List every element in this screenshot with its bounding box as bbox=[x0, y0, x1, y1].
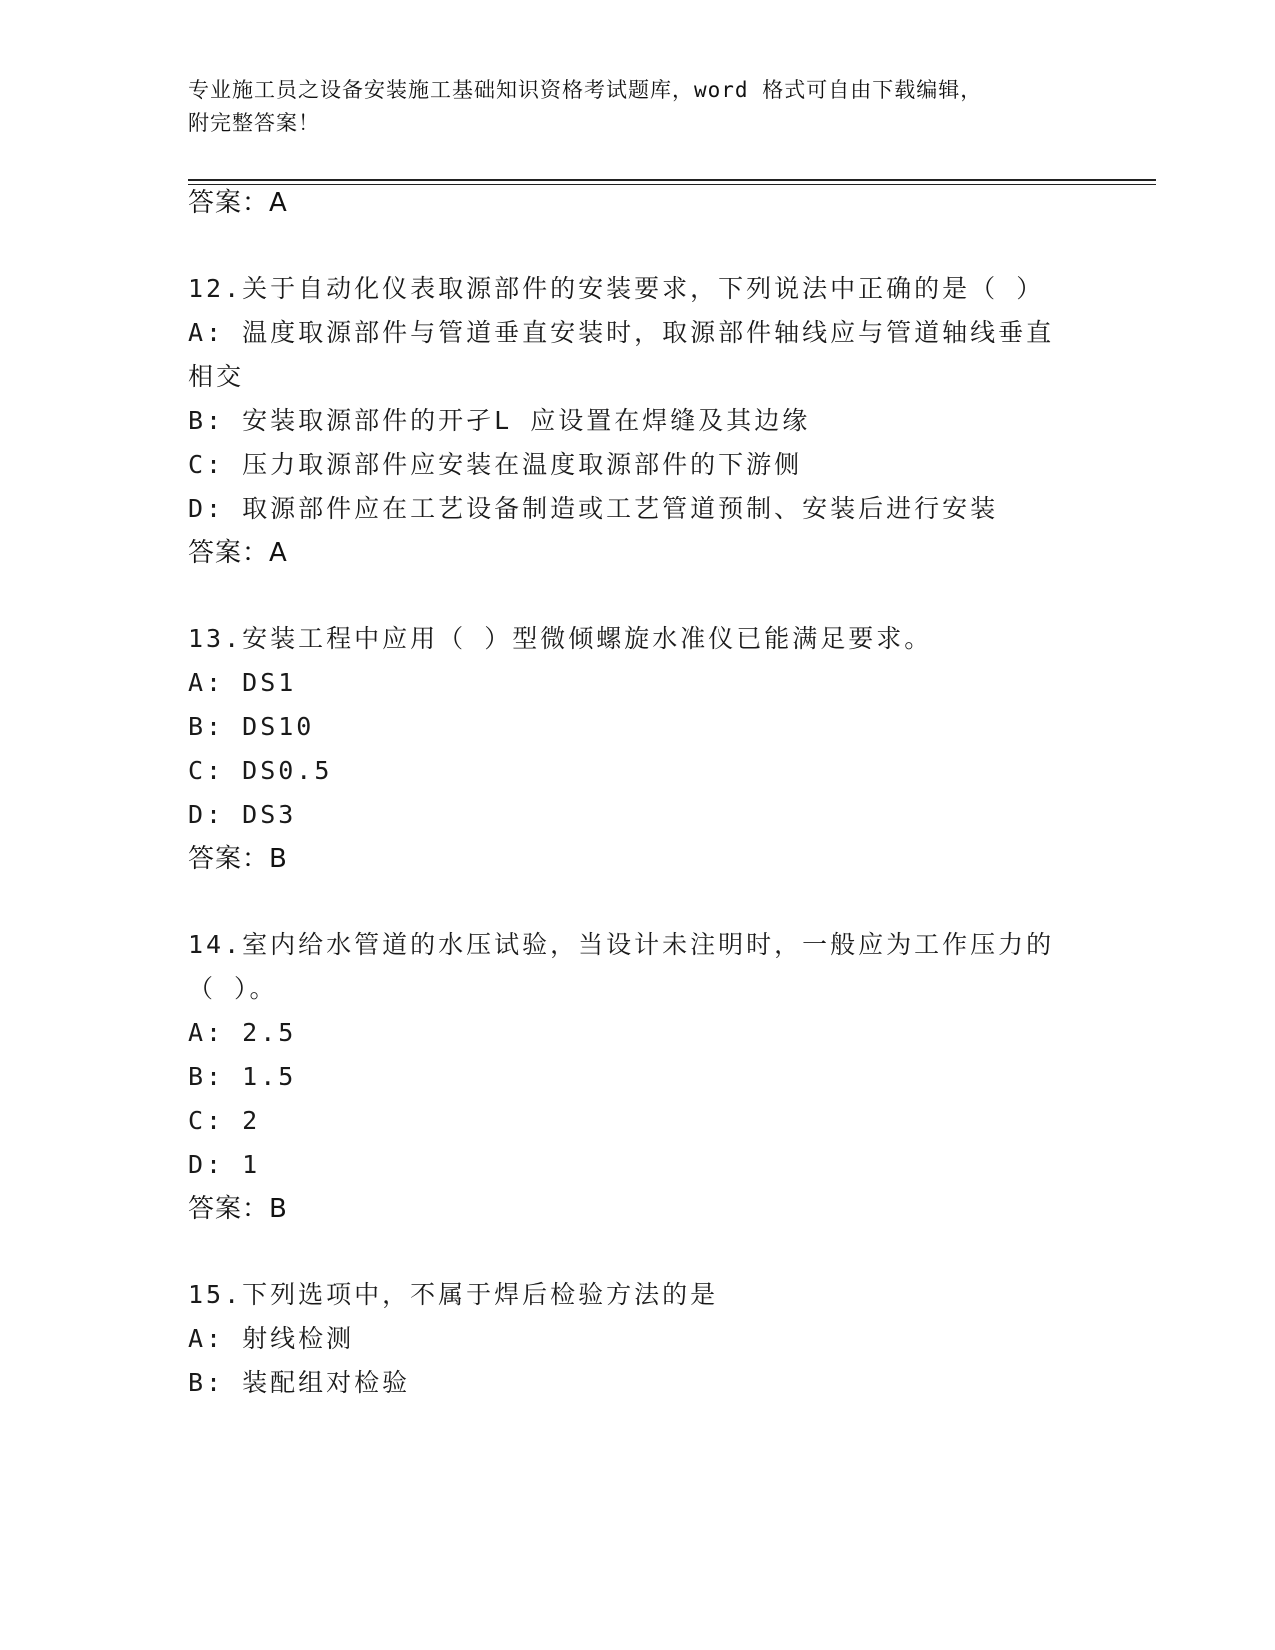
option-d: D: 1 bbox=[188, 1150, 261, 1179]
option-b: B: 安装取源部件的开孑L 应设置在焊缝及其边缘 bbox=[188, 406, 811, 435]
header-line-2: 附完整答案！ bbox=[188, 111, 320, 135]
option-a: A: 射线检测 bbox=[188, 1324, 355, 1353]
option-d: D: 取源部件应在工艺设备制造或工艺管道预制、安装后进行安装 bbox=[188, 494, 999, 523]
option-b: B: DS10 bbox=[188, 712, 315, 741]
option-d: D: DS3 bbox=[188, 800, 297, 829]
question-stem-continued: （ ）。 bbox=[188, 974, 278, 1003]
question-stem: 15.下列选项中，不属于焊后检验方法的是 bbox=[188, 1280, 719, 1309]
question-stem: 14.室内给水管道的水压试验，当设计未注明时，一般应为工作压力的 bbox=[188, 930, 1055, 959]
option-b: B: 1.5 bbox=[188, 1062, 297, 1091]
header-line-1: 专业施工员之设备安装施工基础知识资格考试题库，word 格式可自由下载编辑， bbox=[188, 78, 983, 102]
option-a: A: 温度取源部件与管道垂直安装时，取源部件轴线应与管道轴线垂直 bbox=[188, 318, 1055, 347]
header-divider-thick bbox=[188, 179, 1156, 181]
answer-line: 答案：A bbox=[188, 188, 288, 218]
option-b: B: 装配组对检验 bbox=[188, 1368, 411, 1397]
option-a-continued: 相交 bbox=[188, 362, 245, 391]
header-divider-thin bbox=[188, 184, 1156, 185]
option-a: A: 2.5 bbox=[188, 1018, 297, 1047]
option-c: C: 压力取源部件应安装在温度取源部件的下游侧 bbox=[188, 450, 803, 479]
answer-line: 答案：A bbox=[188, 538, 288, 568]
option-c: C: DS0.5 bbox=[188, 756, 333, 785]
question-stem: 13.安装工程中应用（ ）型微倾螺旋水准仪已能满足要求。 bbox=[188, 624, 933, 653]
answer-line: 答案：B bbox=[188, 844, 288, 874]
question-stem: 12.关于自动化仪表取源部件的安装要求，下列说法中正确的是（ ） bbox=[188, 274, 1045, 303]
option-c: C: 2 bbox=[188, 1106, 261, 1135]
option-a: A: DS1 bbox=[188, 668, 297, 697]
document-header bbox=[188, 74, 1068, 140]
answer-line: 答案：B bbox=[188, 1194, 288, 1224]
